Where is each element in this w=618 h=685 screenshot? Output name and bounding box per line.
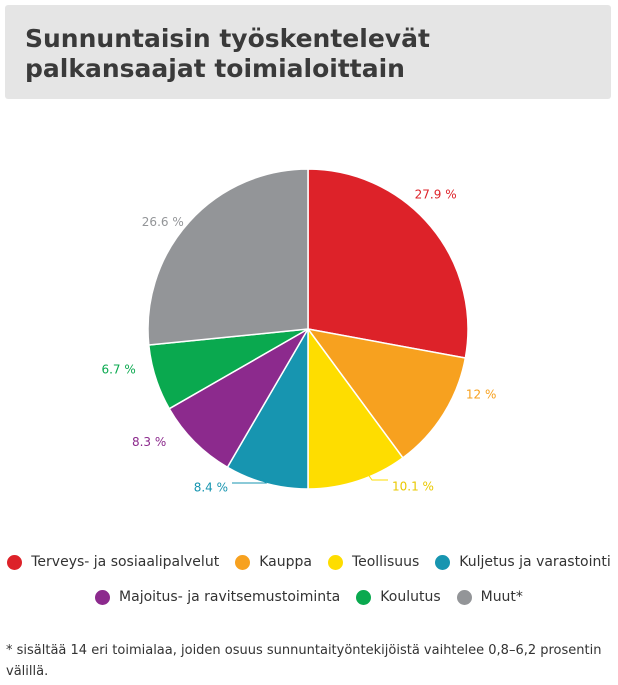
chart-legend (0, 548, 618, 618)
legend-label: Kuljetus ja varastointi (459, 554, 611, 570)
legend-item (356, 589, 440, 605)
slice-value-label: 8.3 % (131, 434, 167, 449)
legend-item (435, 554, 610, 570)
slice-value-label: 26.6 % (141, 215, 184, 230)
legend-label: Majoitus- ja ravitsemustoiminta (119, 589, 341, 605)
slice-value-label: 8.4 % (193, 480, 228, 495)
chart-title: Sunnuntaisin työskentelevät palkansaajat toimialoittain (25, 24, 430, 83)
legend-label: Terveys- ja sosiaalipalvelut (31, 554, 220, 570)
legend-swatch (435, 555, 450, 570)
chart-title-box (5, 5, 611, 99)
pie-chart (0, 110, 618, 530)
slice-value-label: 6.7 % (101, 362, 136, 377)
slice-value-label: 12 % (465, 387, 497, 402)
pie-slices (148, 169, 468, 489)
legend-label: Muut* (480, 589, 523, 605)
legend-item (235, 554, 312, 570)
legend-swatch (95, 590, 110, 605)
slice-value-label: 10.1 % (392, 479, 434, 494)
legend-label: Teollisuus (351, 554, 420, 570)
slice-value-label: 27.9 % (414, 187, 457, 202)
legend-item (457, 589, 523, 605)
legend-swatch (328, 555, 343, 570)
legend-item (95, 589, 340, 605)
legend-label: Koulutus (380, 589, 441, 605)
legend-row (0, 583, 618, 611)
legend-swatch (7, 555, 22, 570)
pie-slice (148, 169, 308, 345)
legend-row (0, 548, 618, 576)
legend-swatch (356, 590, 371, 605)
legend-swatch (235, 555, 250, 570)
footnote: * sisältää 14 eri toimialaa, joiden osuus sunnuntaityöntekijöistä vaihtelee 0,8–6,2 prosentin välillä. (6, 643, 602, 679)
legend-item (7, 554, 219, 570)
legend-swatch (457, 590, 472, 605)
legend-item (328, 554, 419, 570)
legend-label: Kauppa (259, 554, 312, 570)
